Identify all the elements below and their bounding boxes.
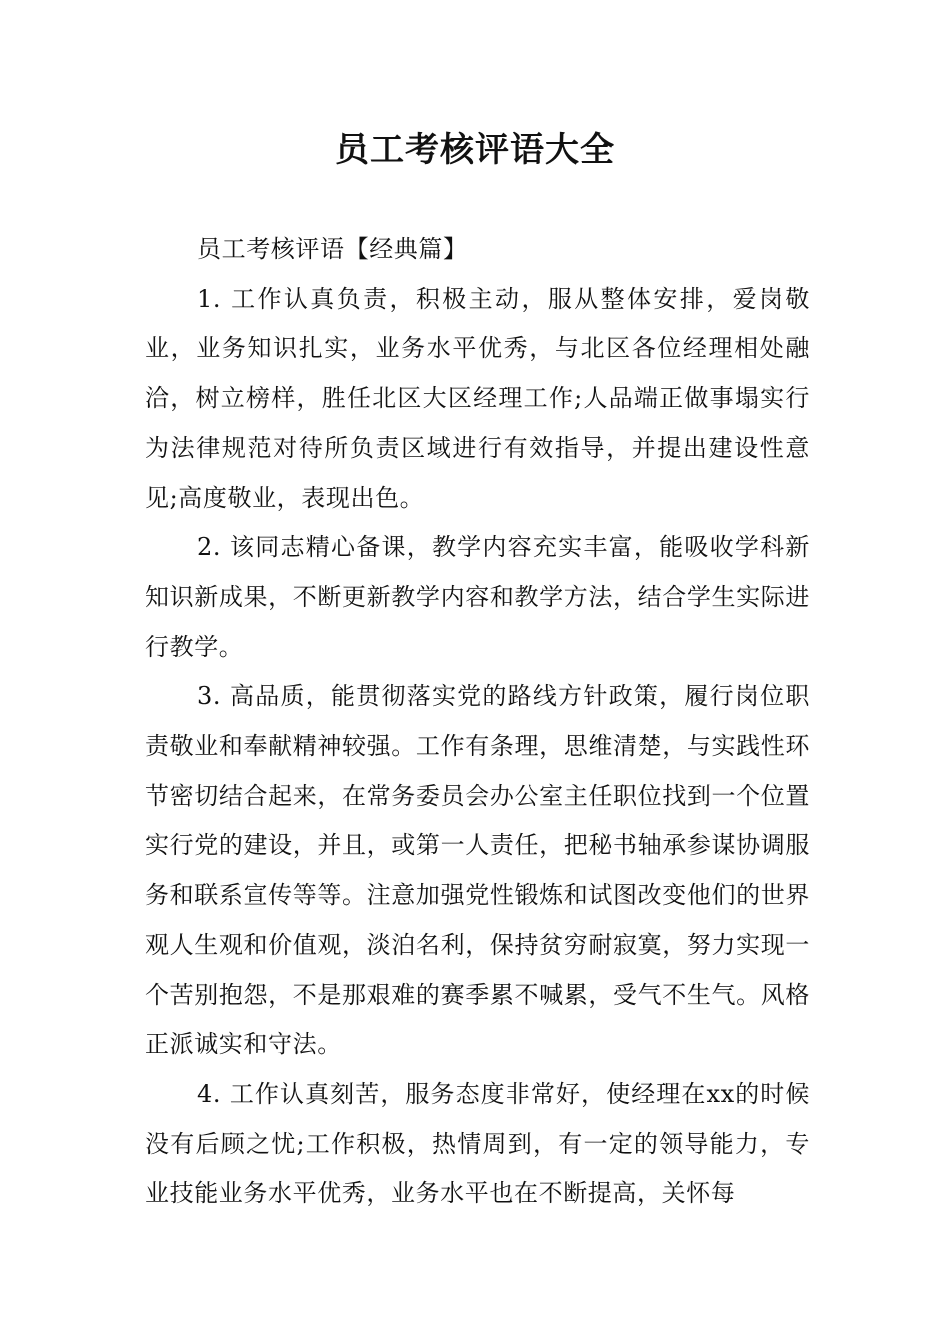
document-title: 员工考核评语大全 [335,130,615,170]
document-body [145,225,810,1219]
section-heading: 员工考核评语【经典篇】 [197,235,468,263]
paragraph-2: 2. 该同志精心备课，教学内容充实丰富，能吸收学科新知识新成果，不断更新教学内容和教学方法，结合学生实际进行教学。 [145,533,810,661]
paragraph-3: 3. 高品质，能贯彻落实党的路线方针政策，履行岗位职责敬业和奉献精神较强。工作有条理，思维清楚，与实践性环节密切结合起来，在常务委员会办公室主任职位找到一个位置实行党的建设，并且，或第一人责任，把秘书轴承参谋协调服务和联系宣传等等。注意加强党性锻炼和试图改变他们的世界观人生观和价值观，淡泊名利，保持贫穷耐寂寞，努力实现一个苦别抱怨，不是那艰难的赛季累不喊累，受气不生气。风格正派诚实和守法。 [145,682,810,1059]
paragraph-4: 4. 工作认真刻苦，服务态度非常好，使经理在xx的时候没有后顾之忧;工作积极，热情周到，有一定的领导能力，专业技能业务水平优秀，业务水平也在不断提高，关怀每 [145,1079,810,1208]
paragraph-1: 1. 工作认真负责，积极主动，服从整体安排，爱岗敬业，业务知识扎实，业务水平优秀，与北区各位经理相处融洽，树立榜样，胜任北区大区经理工作;人品端正做事塌实行为法律规范对待所负责区域进行有效指导，并提出建设性意见;高度敬业，表现出色。 [145,284,810,512]
